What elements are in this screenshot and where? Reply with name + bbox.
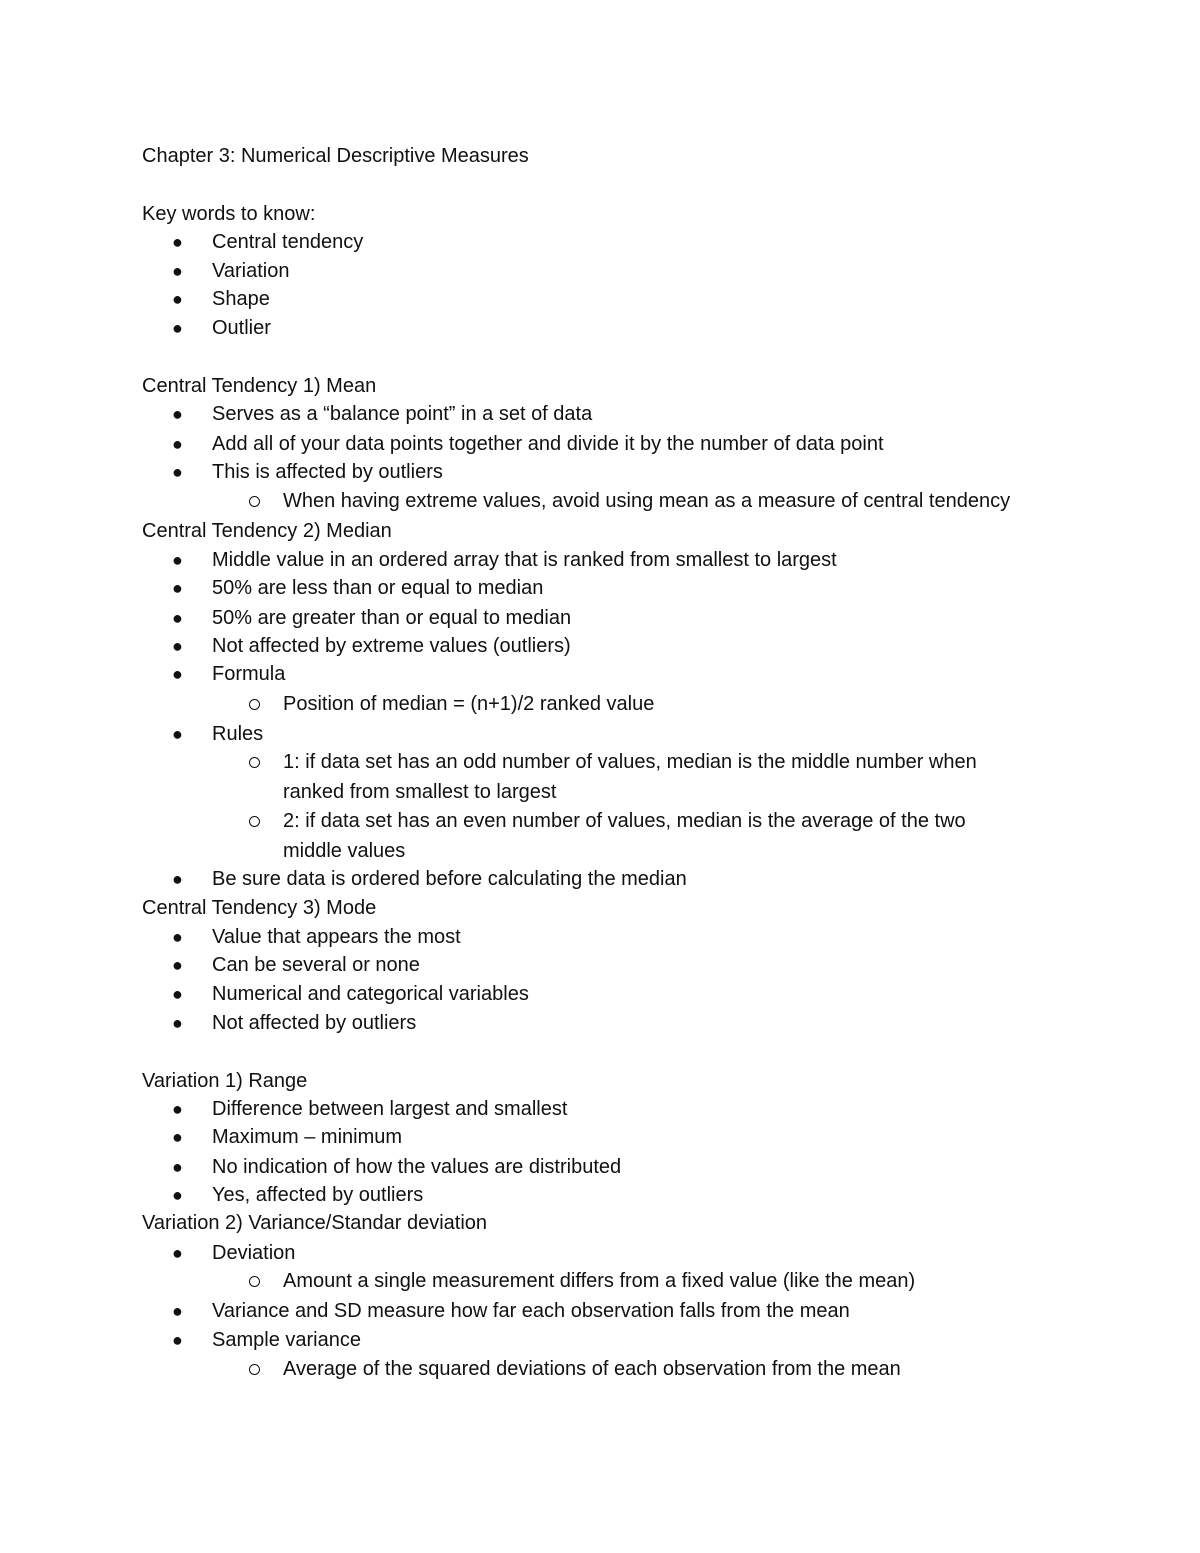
- list-item: Add all of your data points together and divide it by the number of data point: [212, 433, 884, 455]
- bullet-icon: ●: [172, 434, 183, 454]
- bullet-icon: ●: [172, 1099, 183, 1119]
- list-item: Difference between largest and smallest: [212, 1098, 568, 1120]
- list-item: Outlier: [212, 317, 271, 339]
- list-item: Variation: [212, 260, 290, 282]
- list-item: No indication of how the values are distributed: [212, 1156, 622, 1178]
- list-item: Variance and SD measure how far each observation falls from the mean: [212, 1300, 850, 1322]
- sub-bullet-icon: [249, 816, 260, 827]
- bullet-icon: ●: [172, 318, 183, 338]
- list-item: Value that appears the most: [212, 926, 461, 948]
- list-item: Middle value in an ordered array that is ranked from smallest to largest: [212, 549, 837, 571]
- bullet-icon: ●: [172, 636, 183, 656]
- bullet-icon: ●: [172, 1243, 183, 1263]
- sub-bullet-icon: [249, 1364, 260, 1375]
- section-heading-median: Central Tendency 2) Median: [142, 520, 392, 542]
- list-item: Yes, affected by outliers: [212, 1184, 424, 1206]
- list-item: Formula: [212, 663, 286, 685]
- bullet-icon: ●: [172, 869, 183, 889]
- list-item: Can be several or none: [212, 954, 420, 976]
- keywords-heading: Key words to know:: [142, 203, 316, 225]
- sub-list-item-continuation: ranked from smallest to largest: [283, 781, 557, 803]
- bullet-icon: ●: [172, 261, 183, 281]
- sub-bullet-icon: [249, 1276, 260, 1287]
- list-item: Sample variance: [212, 1329, 361, 1351]
- bullet-icon: ●: [172, 1330, 183, 1350]
- list-item: Not affected by extreme values (outliers): [212, 635, 571, 657]
- bullet-icon: ●: [172, 1127, 183, 1147]
- list-item: Shape: [212, 288, 270, 310]
- bullet-icon: ●: [172, 550, 183, 570]
- bullet-icon: ●: [172, 462, 183, 482]
- bullet-icon: ●: [172, 927, 183, 947]
- sub-list-item-continuation: middle values: [283, 840, 406, 862]
- sub-bullet-icon: [249, 496, 260, 507]
- sub-list-item: Amount a single measurement differs from a fixed value (like the mean): [283, 1270, 916, 1292]
- list-item: Rules: [212, 723, 264, 745]
- sub-list-item: 1: if data set has an odd number of values, median is the middle number when: [283, 751, 977, 773]
- list-item: 50% are greater than or equal to median: [212, 607, 572, 629]
- sub-list-item: Position of median = (n+1)/2 ranked value: [283, 693, 655, 715]
- sub-list-item: When having extreme values, avoid using mean as a measure of central tendency: [283, 490, 1011, 512]
- section-heading-variance: Variation 2) Variance/Standar deviation: [142, 1212, 488, 1234]
- bullet-icon: ●: [172, 1013, 183, 1033]
- bullet-icon: ●: [172, 1301, 183, 1321]
- list-item: Maximum – minimum: [212, 1126, 403, 1148]
- list-item: Central tendency: [212, 231, 364, 253]
- bullet-icon: ●: [172, 724, 183, 744]
- sub-list-item: 2: if data set has an even number of values, median is the average of the two: [283, 810, 966, 832]
- sub-list-item: Average of the squared deviations of each observation from the mean: [283, 1358, 901, 1380]
- list-item: This is affected by outliers: [212, 461, 443, 483]
- sub-bullet-icon: [249, 757, 260, 768]
- bullet-icon: ●: [172, 664, 183, 684]
- section-heading-mode: Central Tendency 3) Mode: [142, 897, 377, 919]
- bullet-icon: ●: [172, 289, 183, 309]
- list-item: 50% are less than or equal to median: [212, 577, 544, 599]
- list-item: Serves as a “balance point” in a set of data: [212, 403, 593, 425]
- bullet-icon: ●: [172, 404, 183, 424]
- bullet-icon: ●: [172, 955, 183, 975]
- list-item: Be sure data is ordered before calculating the median: [212, 868, 687, 890]
- sub-bullet-icon: [249, 699, 260, 710]
- list-item: Not affected by outliers: [212, 1012, 417, 1034]
- bullet-icon: ●: [172, 984, 183, 1004]
- list-item: Deviation: [212, 1242, 296, 1264]
- bullet-icon: ●: [172, 578, 183, 598]
- bullet-icon: ●: [172, 232, 183, 252]
- list-item: Numerical and categorical variables: [212, 983, 529, 1005]
- bullet-icon: ●: [172, 608, 183, 628]
- section-heading-range: Variation 1) Range: [142, 1070, 308, 1092]
- page-title: Chapter 3: Numerical Descriptive Measures: [142, 145, 529, 167]
- bullet-icon: ●: [172, 1157, 183, 1177]
- bullet-icon: ●: [172, 1185, 183, 1205]
- section-heading-mean: Central Tendency 1) Mean: [142, 375, 377, 397]
